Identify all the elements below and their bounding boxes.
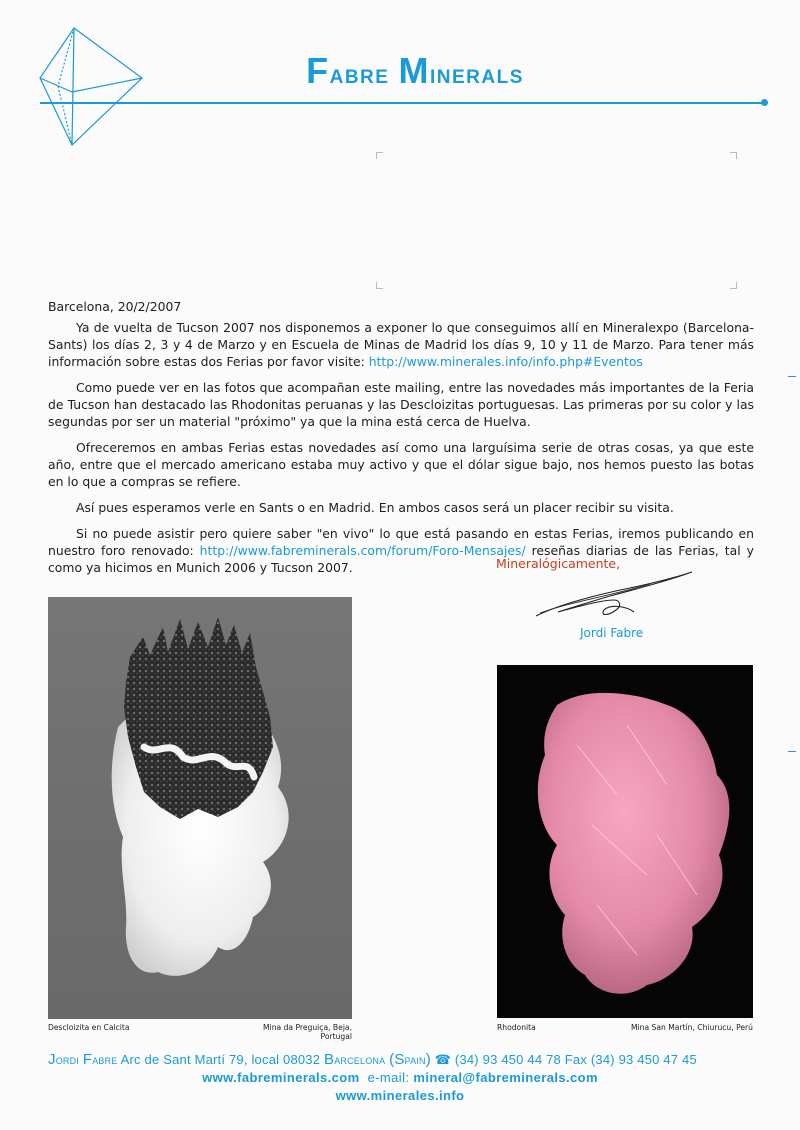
side-tick <box>788 751 796 752</box>
photo-caption: Rhodonita <box>497 1023 536 1032</box>
forum-link[interactable]: http://www.fabreminerals.com/forum/Foro-Mensajes/ <box>199 543 526 558</box>
photo-locality: Mina da Preguiça, Beja, Portugal <box>263 1023 352 1041</box>
crop-mark <box>730 152 737 159</box>
paragraph-5-text-b: reseñas diarias de las Ferias, tal y como ya hicimos en Munich 2006 y Tucson 2007. <box>48 543 754 575</box>
footer-country-close: ) <box>425 1051 431 1068</box>
rhodonita-photo <box>497 665 753 1018</box>
paragraph-2: Como puede ver en las fotos que acompañan este mailing, entre las novedades más importantes de la Feria de Tucson han destacado las Rhodonitas peruanas y las Descloizitas portuguesas. Las primeras por su color y las segundas por ser un material "próximo" ya que la mina está cerca de Huelva. <box>48 380 754 429</box>
crop-mark <box>376 152 383 159</box>
letter-body <box>48 298 754 585</box>
side-tick <box>788 376 796 377</box>
footer-address: Arc de Sant Martí 79, local 08032 <box>120 1052 321 1067</box>
footer-fax: Fax (34) 93 450 47 45 <box>564 1052 697 1067</box>
footer-country-rest: pain <box>404 1052 426 1067</box>
footer-address-line <box>48 1051 758 1068</box>
paragraph-4: Así pues esperamos verle en Sants o en Madrid. En ambos casos será un placer recibir su visita. <box>76 500 674 515</box>
footer-website[interactable]: www.fabreminerals.com <box>202 1070 360 1085</box>
crop-mark <box>730 282 737 289</box>
footer-surname-initial: F <box>82 1051 93 1068</box>
descloizita-photo <box>48 597 352 1019</box>
footer-name-rest: ordi <box>55 1052 80 1067</box>
photo-locality: Mina San Martín, Chiurucu, Perú <box>630 1023 753 1032</box>
footer-surname-rest: abre <box>92 1052 118 1067</box>
paragraph-5-text-a: Si no puede asistir pero quiere saber "en vivo" lo que está pasando en estas Ferias, iremos publicando en nuestro foro renovado: <box>48 526 754 558</box>
closing-salutation: Mineralógicamente, <box>496 556 621 571</box>
brand-initial-f: F <box>306 50 330 91</box>
footer-email[interactable]: mineral@fabreminerals.com <box>413 1070 598 1085</box>
paragraph-1 <box>48 319 754 370</box>
brand-rest-inerals: inerals <box>429 59 524 89</box>
crop-mark <box>376 282 383 289</box>
photo-caption: Descloizita en Calcita <box>48 1023 130 1032</box>
header-rule <box>40 102 765 104</box>
brand-initial-m: M <box>398 50 430 91</box>
header-rule-dot <box>761 99 768 106</box>
brand-rest-abre: abre <box>329 59 390 89</box>
footer-city-initial: B <box>323 1051 335 1068</box>
telephone-icon: ☎ <box>434 1052 452 1067</box>
footer-website2[interactable]: www.minerales.info <box>335 1088 465 1103</box>
footer-country-initial: (S <box>389 1051 405 1068</box>
footer-email-label: e-mail: <box>367 1070 410 1085</box>
footer-web-line <box>0 1070 800 1085</box>
brand-title <box>230 50 600 92</box>
footer-city-rest: arcelona <box>334 1052 386 1067</box>
footer-phone: (34) 93 450 44 78 <box>454 1052 561 1067</box>
paragraph-3: Ofreceremos en ambas Ferias estas novedades así como una larguísima serie de otras cosas, ya que este año, entre que el mercado americano estaba muy activo y que el dólar sigue bajo, nos hemos puesto las botas en lo que a compras se refiere. <box>48 440 754 489</box>
octahedron-crystal-icon <box>36 26 146 148</box>
eventos-link[interactable]: http://www.minerales.info/info.php#Eventos <box>368 354 643 369</box>
paragraph-1-text: Ya de vuelta de Tucson 2007 nos disponemos a exponer lo que conseguimos allí en Mineralexpo (Barcelona-Sants) los días 2, 3 y 4 de Marzo y en Escuela de Minas de Madrid los días 9, 10 y 11 de Marzo. Para tener más información sobre estas dos Ferias por favor visite: <box>48 320 754 369</box>
handwritten-signature <box>530 566 700 628</box>
signature-name: Jordi Fabre <box>580 626 644 640</box>
letter-date: Barcelona, 20/2/2007 <box>48 299 182 314</box>
footer-name-initial: J <box>48 1051 56 1068</box>
